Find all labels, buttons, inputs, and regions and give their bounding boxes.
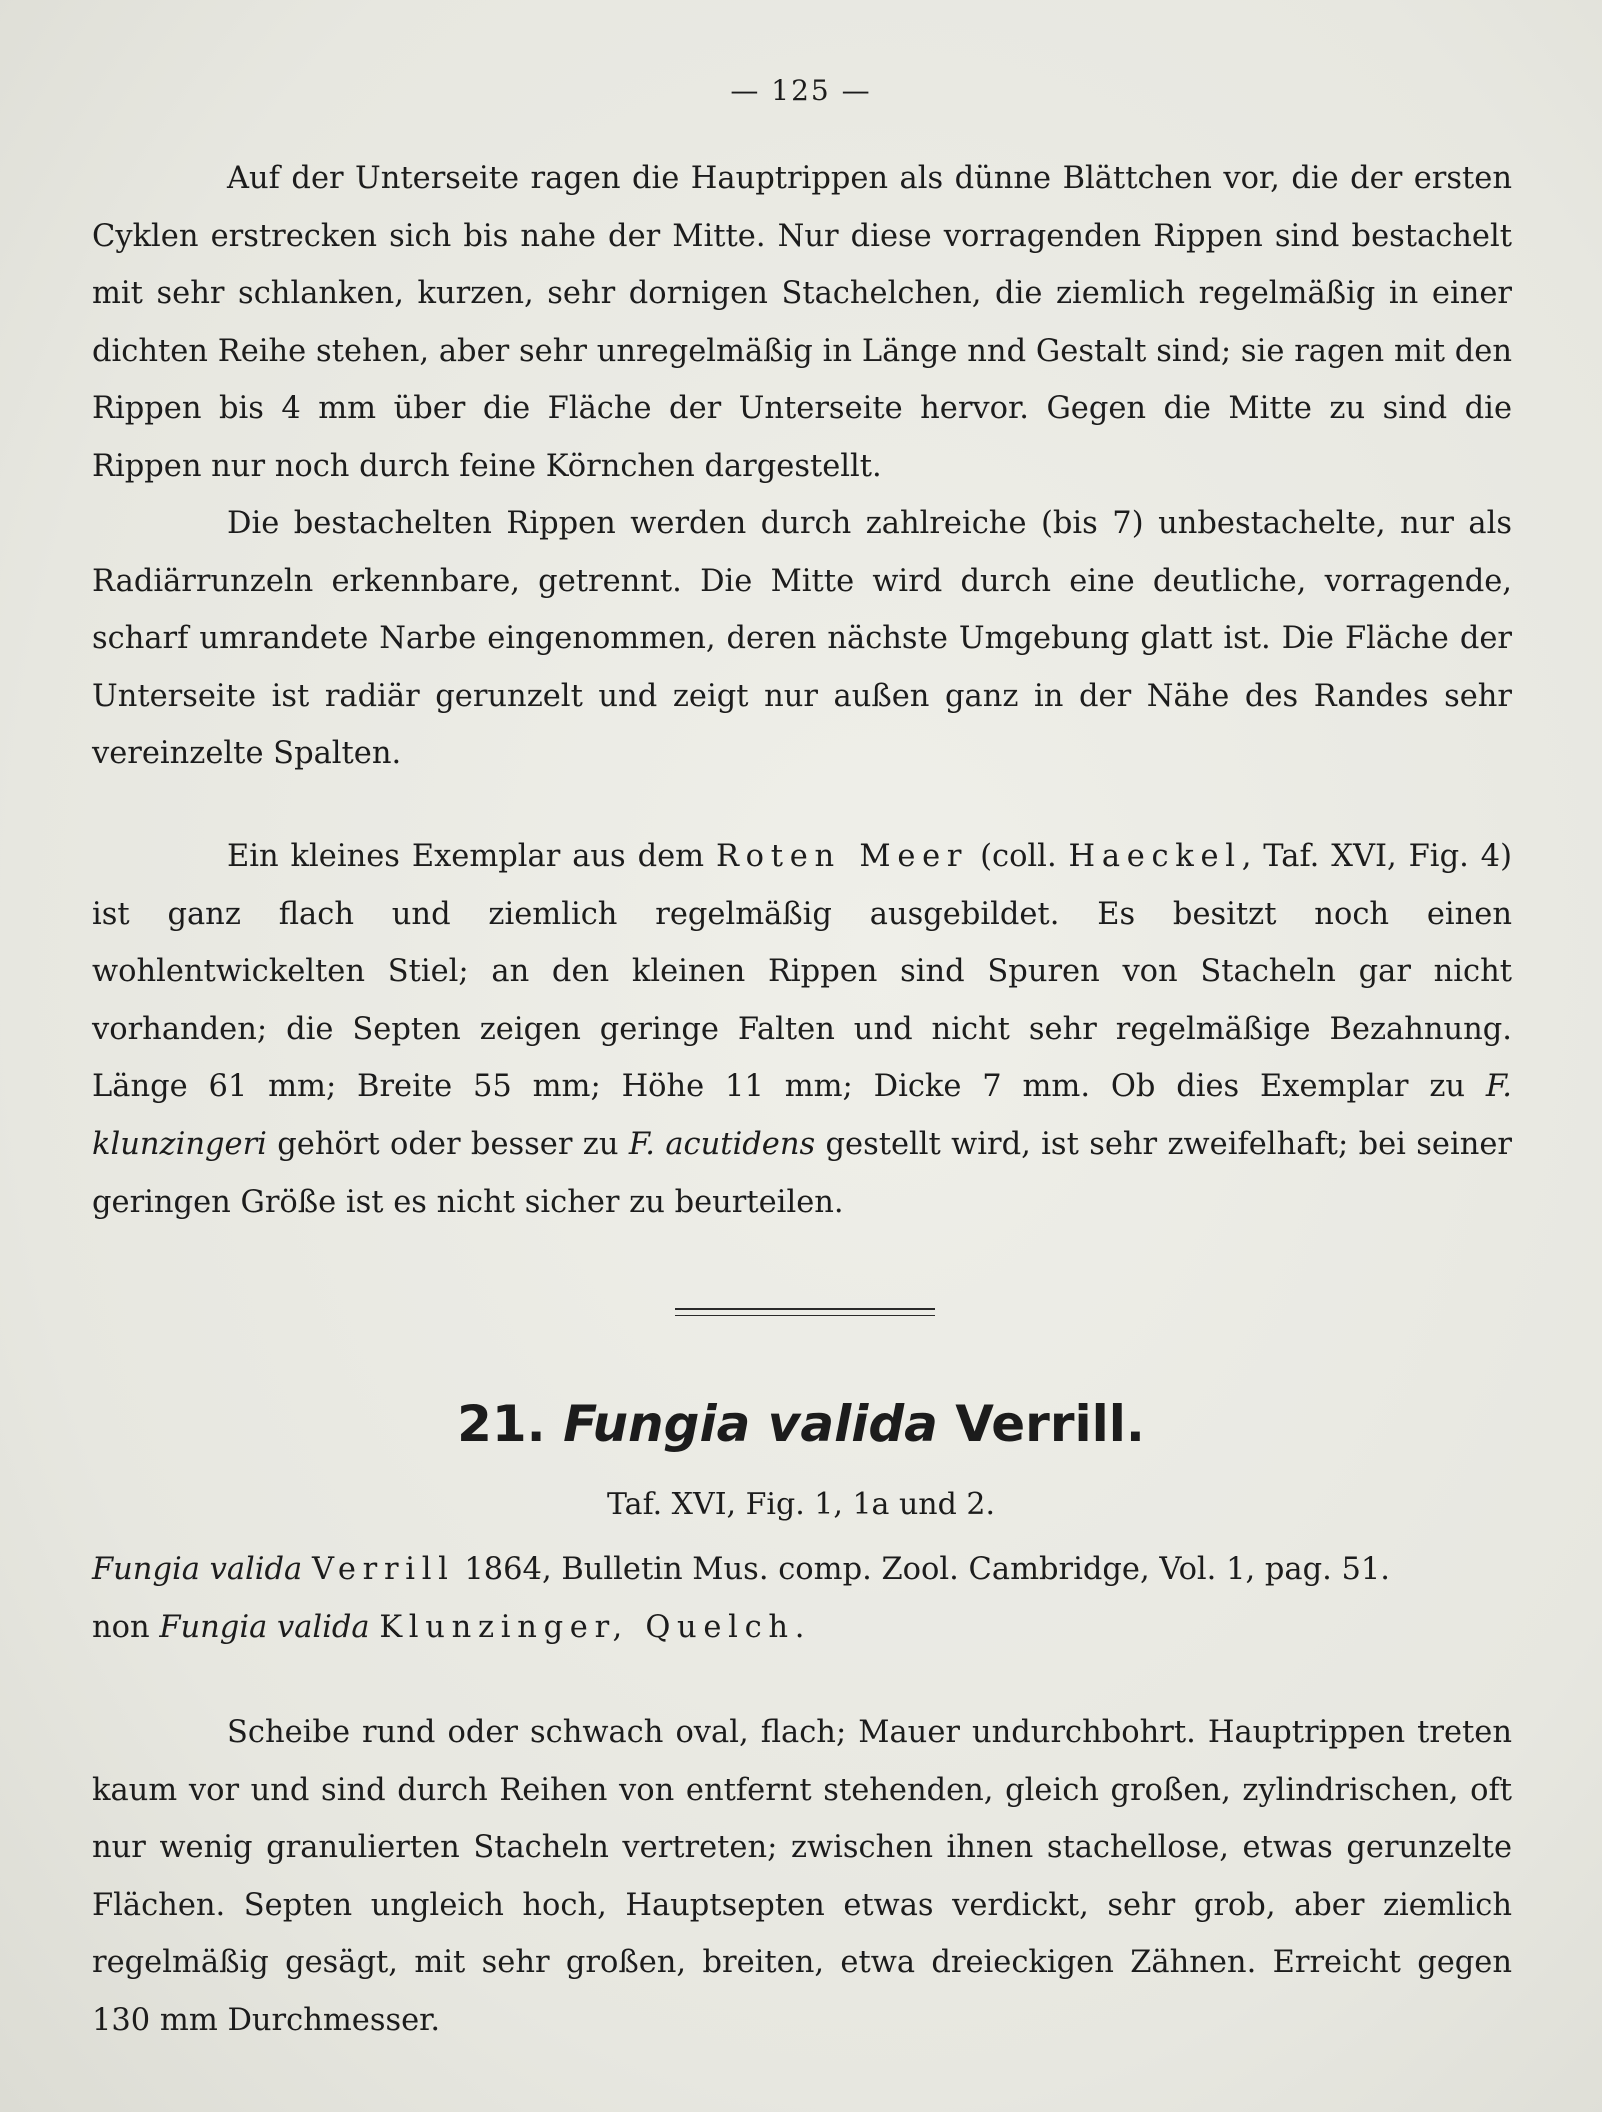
text-segment: non <box>92 1610 160 1645</box>
species-name: F. klunzingeri <box>92 1069 1512 1162</box>
author-name: Klunzinger, Quelch. <box>379 1610 812 1645</box>
species-author: Verrill. <box>955 1395 1145 1453</box>
paragraph-underside-ribs: Auf der Unterseite ragen die Hauptrippen als dünne Blättchen vor, die der ersten Cyklen erstrecken sich bis nahe der Mitte. Nur diese vorragenden Rippen sind bestachelt mit sehr schlanken, kurzen, sehr dornigen Stachelchen, die ziemlich regelmäßig in einer dichten Reihe stehen, aber sehr unregelmäßig in Länge nnd Gestalt sind; sie ragen mit den Rippen bis 4 mm über die Fläche der Unterseite hervor. Gegen die Mitte zu sind die Rippen nur noch durch feine Körnchen dargestellt. <box>92 161 1512 484</box>
page-number: — 125 — <box>730 74 872 107</box>
text-segment: Ein kleines Exemplar aus dem <box>227 839 716 874</box>
species-name: Fungia valida <box>92 1552 303 1587</box>
locality: Roten Meer <box>716 839 969 874</box>
species-title: Fungia valida <box>563 1395 938 1453</box>
text-segment: gestellt wird, ist sehr zweifelhaft; bei seiner geringen Größe ist es nicht sicher zu beurteilen. <box>92 1126 1512 1220</box>
plate-reference: Taf. XVI, Fig. 1, 1a und 2. <box>607 1487 995 1522</box>
paragraph-description: Scheibe rund oder schwach oval, flach; Mauer undurchbohrt. Hauptrippen treten kaum vor und sind durch Reihen von entfernt stehenden, gleich großen, zylindrischen, oft nur wenig granulierten Stacheln vertreten; zwischen ihnen stachellose, etwas gerunzelte Flächen. Septen ungleich hoch, Hauptsepten etwas verdickt, sehr grob, aber ziemlich regelmäßig gesägt, mit sehr großen, breiten, etwa dreieckigen Zähnen. Erreicht gegen 130 mm Durchmesser. <box>92 1715 1512 2038</box>
synonymy-reference <box>92 1552 1512 1587</box>
citation: 1864, Bulletin Mus. comp. Zool. Cambridge, Vol. 1, pag. 51. <box>454 1552 1390 1587</box>
paragraph-radial-wrinkles: Die bestachelten Rippen werden durch zahlreiche (bis 7) unbestachelte, nur als Radiärrunzeln erkennbare, getrennt. Die Mitte wird durch eine deutliche, vorragende, scharf umrandete Narbe eingenommen, deren nächste Umgebung glatt ist. Die Fläche der Unterseite ist radiär gerunzelt und zeigt nur außen ganz in der Nähe des Randes sehr vereinzelte Spalten. <box>92 506 1512 772</box>
section-heading <box>0 1395 1602 1453</box>
synonymy-reference <box>92 1610 1512 1645</box>
author-name: Verrill <box>311 1552 455 1587</box>
text-segment: (coll. <box>968 839 1069 874</box>
species-name: F. acutidens <box>628 1126 816 1162</box>
species-name: Fungia valida <box>159 1610 370 1645</box>
text-segment: gehört oder besser zu <box>266 1126 629 1162</box>
paragraph-small-specimen <box>92 828 1512 1231</box>
section-number: 21. <box>457 1395 546 1453</box>
collector: Haeckel <box>1068 839 1242 874</box>
text-segment: , Taf. XVI, Fig. 4) ist ganz flach und ziemlich regelmäßig ausgebildet. Es besitzt noch einen wohlentwickelten Stiel; an den kleinen Rippen sind Spuren von Stacheln gar nicht vorhanden; die Septen zeigen geringe Falten und nicht sehr regelmäßige Bezahnung. Länge 61 mm; Breite 55 mm; Höhe 11 mm; Dicke 7 mm. Ob dies Exemplar zu <box>92 839 1512 1105</box>
section-divider <box>675 1308 935 1316</box>
